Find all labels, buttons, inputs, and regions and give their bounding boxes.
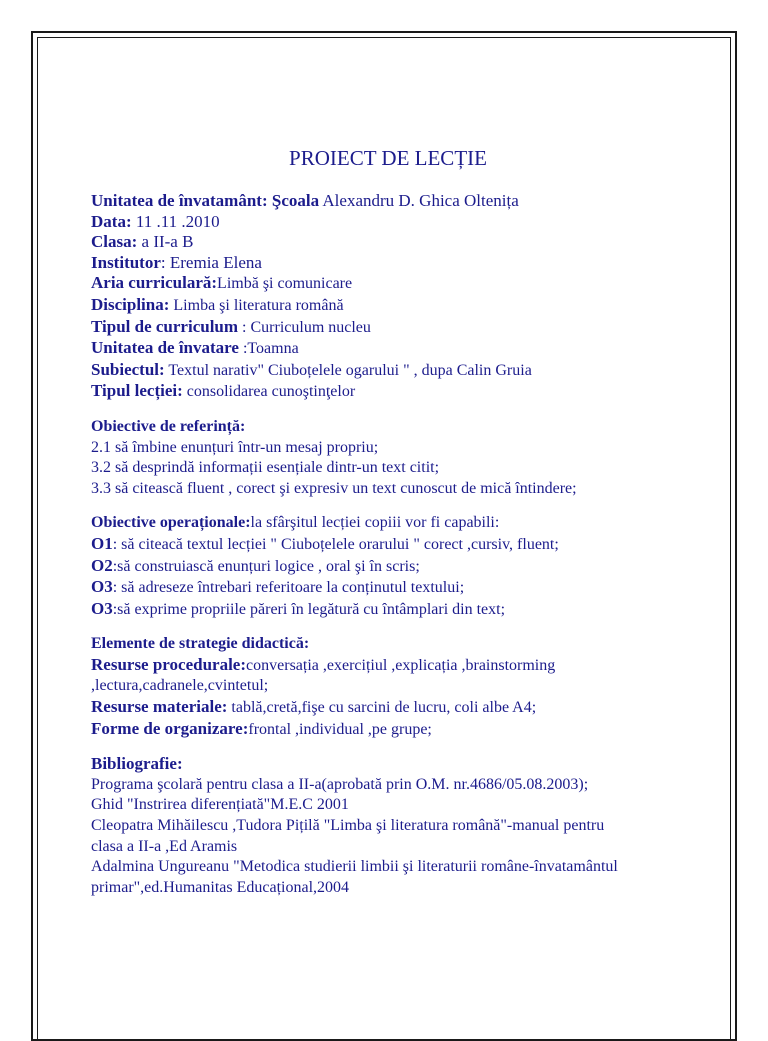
aria-line	[91, 273, 731, 295]
unitatea-line	[91, 191, 731, 212]
resurse-materiale-line	[91, 697, 731, 719]
tipul-curriculum-value: : Curriculum nucleu	[238, 318, 371, 336]
unitatea-label: Unitatea de învatamânt:	[91, 191, 268, 210]
unitatea-invatare-label: Unitatea de învatare	[91, 338, 239, 358]
obiective-operationale-heading-rest: la sfârşitul lecției copiii vor fi capabili:	[250, 514, 500, 532]
obiective-referinta-heading-text: Obiective de referință:	[91, 417, 246, 435]
header-section	[91, 191, 731, 403]
resurse-procedurale-line	[91, 655, 731, 677]
clasa-label: Clasa:	[91, 232, 138, 252]
obiective-referinta-section	[91, 417, 731, 499]
strategie-section	[91, 634, 731, 740]
bibliografie-heading-text: Bibliografie:	[91, 754, 183, 774]
bibliography-line: Adalmina Ungureanu "Metodica studierii limbii şi literaturii române-învatamântul	[91, 858, 618, 876]
bibliography-line: primar",ed.Humanitas Educațional,2004	[91, 878, 350, 896]
subiectul-value: Textul narativ" Ciuboțelele ogarului " , dupa Calin Gruia	[164, 361, 532, 379]
tipul-lectiei-value: consolidarea cunoştinţelor	[182, 383, 356, 401]
list-item: 2.1 să îmbine enunțuri într-un mesaj propriu;	[91, 438, 379, 456]
tipul-lectiei-line	[91, 381, 731, 403]
resurse-materiale-value: tablă,cretă,fişe cu sarcini de lucru, coli albe A4;	[227, 699, 537, 717]
page-title: PROIECT DE LECȚIE	[289, 146, 487, 170]
bibliography-line: Cleopatra Mihăilescu ,Tudora Pițilă "Limba şi literatura română"-manual pentru	[91, 817, 605, 835]
tipul-curriculum-line	[91, 317, 731, 339]
bibliografie-heading	[91, 754, 731, 775]
objective-code: O3	[91, 577, 113, 597]
unitatea-value: Alexandru D. Ghica Oltenița	[319, 191, 519, 210]
unitatea-school: Şcoala	[271, 191, 320, 210]
tipul-curriculum-label: Tipul de curriculum	[91, 316, 239, 336]
disciplina-value: Limba şi literatura română	[169, 296, 344, 314]
list-item	[91, 577, 731, 599]
objective-text: : să adreseze întrebari referitoare la conținutul textului;	[112, 579, 465, 597]
forme-organizare-line	[91, 719, 731, 741]
tipul-lectiei-label: Tipul lecției:	[91, 381, 183, 401]
resurse-materiale-label: Resurse materiale:	[91, 697, 228, 717]
list-item: 3.2 să desprindă informații esențiale dintr-un text citit;	[91, 459, 440, 477]
data-line	[91, 212, 731, 233]
resurse-procedurale-value: conversația ,exercițiul ,explicația ,brainstorming	[246, 656, 556, 674]
subiectul-label: Subiectul:	[91, 359, 165, 379]
institutor-line	[91, 253, 731, 274]
aria-value: Limbă şi comunicare	[217, 275, 353, 293]
aria-label: Aria curriculară:	[91, 273, 218, 293]
resurse-procedurale-cont: ,lectura,cadranele,cvintetul;	[91, 677, 269, 695]
unitatea-invatare-line	[91, 338, 731, 360]
objective-code: O2	[91, 555, 113, 575]
disciplina-line	[91, 295, 731, 317]
strategie-heading-text: Elemente de strategie didactică:	[91, 635, 310, 653]
list-item	[91, 534, 731, 556]
bibliography-line: Ghid "Instrirea diferențiată"M.E.C 2001	[91, 796, 349, 814]
obiective-operationale-section	[91, 513, 731, 620]
resurse-procedurale-label: Resurse procedurale:	[91, 654, 247, 674]
document-body	[91, 145, 731, 898]
clasa-line	[91, 232, 731, 253]
list-item: 3.3 să citească fluent , corect şi expresiv un text cunoscut de mică întindere;	[91, 479, 577, 497]
objective-code: O3	[91, 598, 113, 618]
list-item	[91, 556, 731, 578]
forme-organizare-value: frontal ,individual ,pe grupe;	[248, 720, 432, 738]
disciplina-label: Disciplina:	[91, 294, 170, 314]
data-value: 11 .11 .2010	[131, 211, 220, 231]
institutor-label: Institutor	[91, 252, 161, 272]
data-label: Data:	[91, 211, 132, 231]
bibliografie-section	[91, 754, 731, 898]
subiectul-line	[91, 360, 731, 382]
obiective-operationale-heading	[91, 513, 731, 534]
objective-text: : să citeacă textul lecției " Ciuboțelele orarului " corect ,cursiv, fluent;	[112, 535, 559, 553]
institutor-value: : Eremia Elena	[160, 252, 262, 272]
forme-organizare-label: Forme de organizare:	[91, 718, 249, 738]
bibliography-line: Programa şcolară pentru clasa a II-a(aprobată prin O.M. nr.4686/05.08.2003);	[91, 775, 589, 793]
objective-text: :să construiască enunțuri logice , oral şi în scris;	[112, 557, 420, 575]
objective-text: :să exprime propriile păreri în legătură cu întâmplari din text;	[112, 600, 506, 618]
list-item	[91, 599, 731, 621]
clasa-value: a II-a B	[137, 232, 194, 252]
objective-code: O1	[91, 533, 113, 553]
strategie-heading	[91, 634, 731, 655]
bibliography-line: clasa a II-a ,Ed Aramis	[91, 837, 238, 855]
obiective-referinta-heading	[91, 417, 731, 438]
obiective-operationale-heading-text: Obiective operaționale:	[91, 514, 251, 532]
unitatea-invatare-value: :Toamna	[238, 340, 299, 358]
